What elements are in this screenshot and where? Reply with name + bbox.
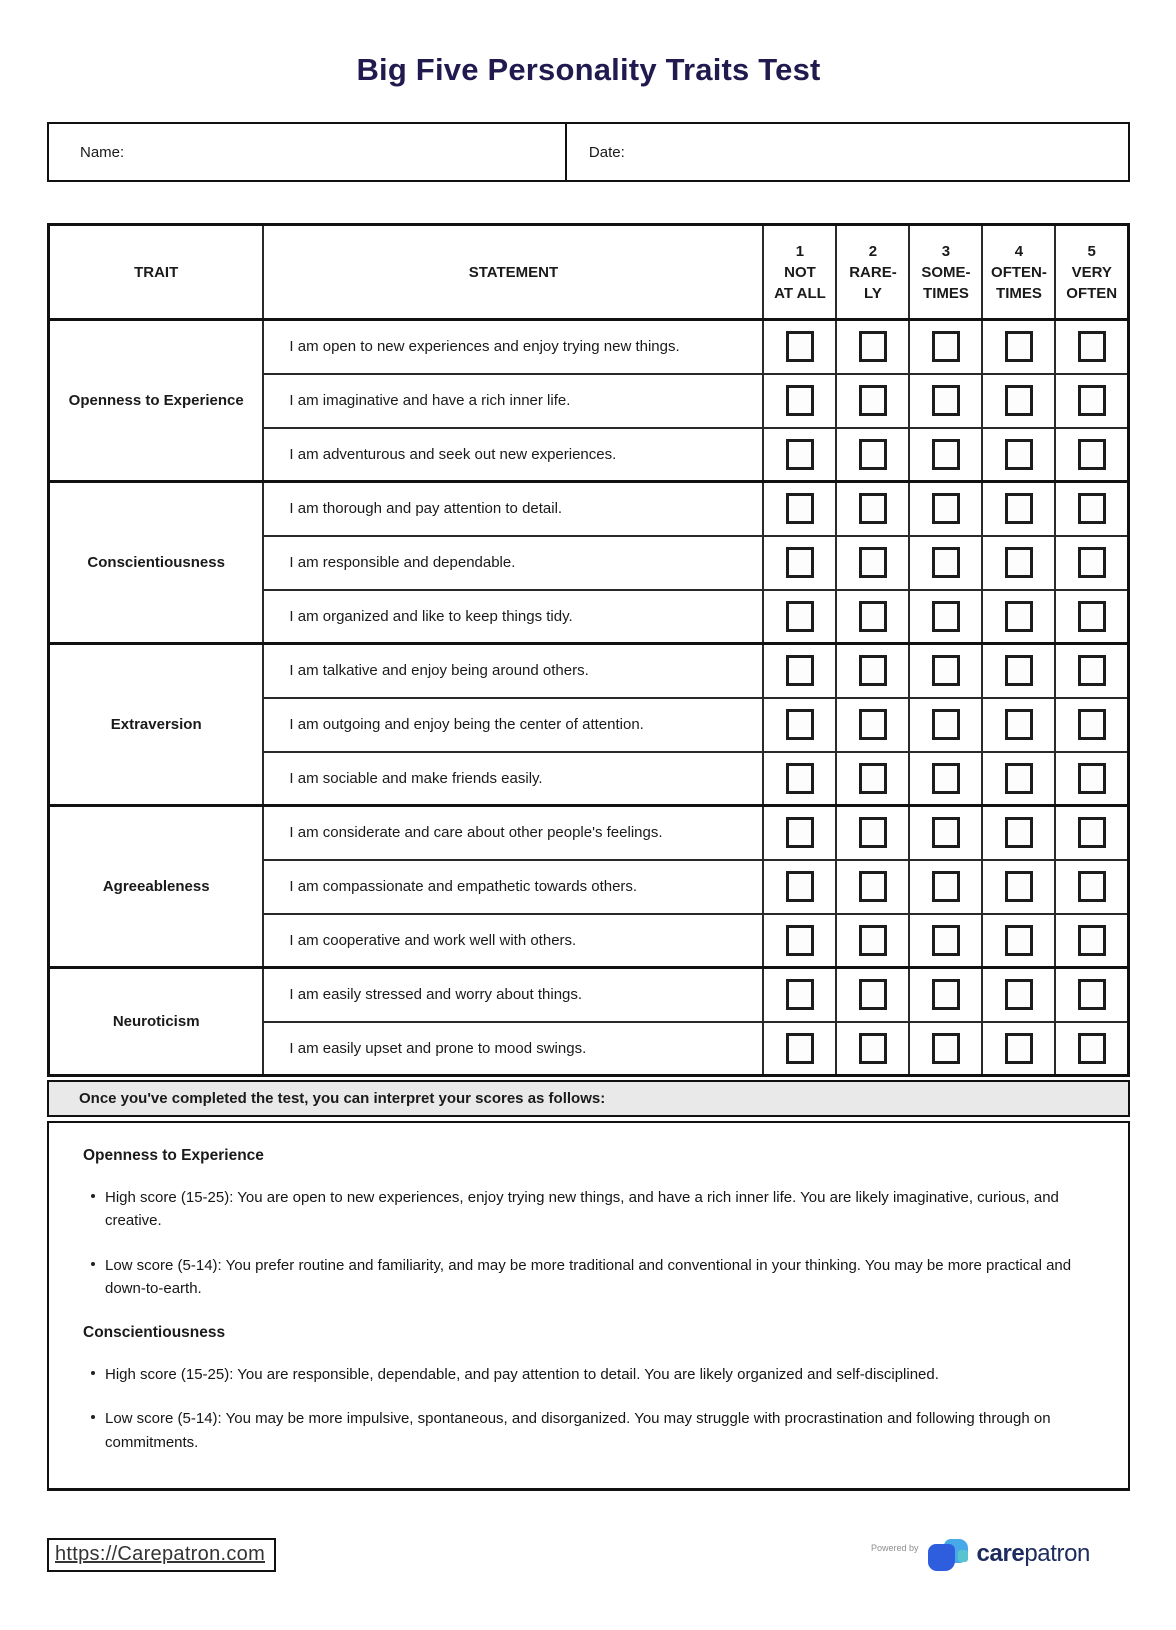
rating-cell: [763, 428, 836, 482]
rating-cell: [982, 698, 1055, 752]
carepatron-logo-text: carepatron: [976, 1539, 1090, 1567]
rating-checkbox[interactable]: [1005, 385, 1033, 416]
page-title: Big Five Personality Traits Test: [356, 52, 821, 87]
table-row: [49, 320, 1129, 374]
statement-text: I am responsible and dependable.: [263, 536, 763, 590]
statement-text: I am considerate and care about other people's feelings.: [263, 806, 763, 860]
rating-checkbox[interactable]: [1005, 547, 1033, 578]
rating-checkbox[interactable]: [1005, 817, 1033, 848]
rating-checkbox[interactable]: [932, 493, 960, 524]
rating-checkbox[interactable]: [1005, 763, 1033, 794]
rating-cell: [836, 860, 909, 914]
statement-text: I am cooperative and work well with others.: [263, 914, 763, 968]
rating-cell: [763, 590, 836, 644]
rating-checkbox[interactable]: [932, 709, 960, 740]
rating-cell: [1055, 374, 1128, 428]
rating-cell: [982, 644, 1055, 698]
rating-checkbox[interactable]: [859, 547, 887, 578]
rating-cell: [1055, 752, 1128, 806]
rating-checkbox[interactable]: [1078, 547, 1106, 578]
rating-column-header-2: 2 RARE- LY: [836, 225, 909, 320]
rating-cell: [1055, 1022, 1128, 1076]
statement-text: I am talkative and enjoy being around others.: [263, 644, 763, 698]
rating-cell: [982, 1022, 1055, 1076]
statement-column-header: STATEMENT: [263, 225, 763, 320]
rating-cell: [763, 914, 836, 968]
statement-text: I am compassionate and empathetic towards others.: [263, 860, 763, 914]
interpretation-box: [47, 1121, 1130, 1491]
rating-cell: [982, 428, 1055, 482]
rating-checkbox[interactable]: [859, 385, 887, 416]
rating-checkbox[interactable]: [932, 871, 960, 902]
rating-checkbox[interactable]: [859, 331, 887, 362]
rating-cell: [982, 590, 1055, 644]
rating-cell: [763, 482, 836, 536]
rating-cell: [763, 752, 836, 806]
list-item: Low score (5-14): You may be more impulsive, spontaneous, and disorganized. You may struggle with procrastination and following through on commitments.: [83, 1407, 1088, 1454]
rating-checkbox[interactable]: [1005, 439, 1033, 470]
rating-checkbox[interactable]: [932, 1033, 960, 1064]
rating-checkbox[interactable]: [786, 331, 814, 362]
rating-cell: [836, 536, 909, 590]
rating-cell: [763, 374, 836, 428]
interp-heading-openness: Openness to Experience: [83, 1147, 264, 1164]
rating-cell: [909, 968, 982, 1022]
rating-checkbox[interactable]: [932, 439, 960, 470]
rating-checkbox[interactable]: [859, 709, 887, 740]
rating-checkbox[interactable]: [859, 979, 887, 1010]
trait-label-agreeableness: Agreeableness: [49, 806, 264, 968]
rating-cell: [836, 1022, 909, 1076]
rating-cell: [1055, 644, 1128, 698]
rating-checkbox[interactable]: [859, 817, 887, 848]
rating-cell: [982, 806, 1055, 860]
rating-cell: [909, 374, 982, 428]
table-row: [49, 644, 1129, 698]
rating-table: [47, 223, 1130, 1077]
rating-cell: [1055, 860, 1128, 914]
carepatron-logo-icon: [928, 1538, 970, 1572]
rating-cell: [982, 752, 1055, 806]
statement-text: I am outgoing and enjoy being the center of attention.: [263, 698, 763, 752]
rating-cell: [909, 860, 982, 914]
rating-checkbox[interactable]: [932, 547, 960, 578]
rating-column-header-3: 3 SOME- TIMES: [909, 225, 982, 320]
rating-checkbox[interactable]: [786, 385, 814, 416]
rating-checkbox[interactable]: [932, 385, 960, 416]
rating-cell: [909, 698, 982, 752]
list-item: Low score (5-14): You prefer routine and familiarity, and may be more traditional and conventional in your thinking. You may be more practical and down-to-earth.: [83, 1254, 1088, 1301]
rating-cell: [1055, 698, 1128, 752]
table-row: [49, 968, 1129, 1022]
rating-checkbox[interactable]: [1005, 493, 1033, 524]
rating-checkbox[interactable]: [786, 547, 814, 578]
rating-cell: [1055, 914, 1128, 968]
carepatron-link[interactable]: https://Carepatron.com: [47, 1538, 276, 1572]
powered-by-label: Powered by: [871, 1542, 919, 1553]
rating-checkbox[interactable]: [1005, 871, 1033, 902]
rating-cell: [763, 860, 836, 914]
rating-checkbox[interactable]: [1078, 763, 1106, 794]
rating-column-header-1: 1 NOT AT ALL: [763, 225, 836, 320]
rating-cell: [982, 914, 1055, 968]
rating-cell: [763, 644, 836, 698]
rating-checkbox[interactable]: [1078, 871, 1106, 902]
rating-checkbox[interactable]: [859, 763, 887, 794]
rating-checkbox[interactable]: [1005, 331, 1033, 362]
table-row: [49, 482, 1129, 536]
rating-checkbox[interactable]: [1078, 817, 1106, 848]
rating-cell: [909, 320, 982, 374]
powered-by-block: [871, 1538, 1090, 1572]
rating-checkbox[interactable]: [932, 979, 960, 1010]
list-item: High score (15-25): You are open to new experiences, enjoy trying new things, and have a rich inner life. You are likely imaginative, curious, and creative.: [83, 1186, 1088, 1233]
rating-checkbox[interactable]: [786, 601, 814, 632]
rating-checkbox[interactable]: [1005, 709, 1033, 740]
interpretation-banner-text: Once you've completed the test, you can interpret your scores as follows:: [79, 1090, 606, 1107]
bullet-icon: [91, 1415, 95, 1419]
rating-cell: [909, 1022, 982, 1076]
rating-checkbox[interactable]: [786, 439, 814, 470]
rating-checkbox[interactable]: [1005, 979, 1033, 1010]
rating-checkbox[interactable]: [786, 979, 814, 1010]
rating-cell: [909, 428, 982, 482]
rating-checkbox[interactable]: [859, 925, 887, 956]
rating-checkbox[interactable]: [859, 493, 887, 524]
statement-text: I am sociable and make friends easily.: [263, 752, 763, 806]
rating-checkbox[interactable]: [1078, 709, 1106, 740]
rating-cell: [1055, 320, 1128, 374]
rating-cell: [982, 968, 1055, 1022]
rating-checkbox[interactable]: [859, 439, 887, 470]
rating-checkbox[interactable]: [932, 331, 960, 362]
rating-cell: [836, 428, 909, 482]
rating-cell: [763, 806, 836, 860]
rating-checkbox[interactable]: [1078, 331, 1106, 362]
rating-cell: [909, 536, 982, 590]
rating-checkbox[interactable]: [786, 763, 814, 794]
rating-checkbox[interactable]: [786, 925, 814, 956]
rating-checkbox[interactable]: [1078, 979, 1106, 1010]
rating-checkbox[interactable]: [859, 601, 887, 632]
rating-checkbox[interactable]: [1005, 925, 1033, 956]
rating-cell: [982, 482, 1055, 536]
rating-cell: [763, 536, 836, 590]
interpretation-banner: [47, 1080, 1130, 1117]
rating-cell: [836, 320, 909, 374]
statement-text: I am organized and like to keep things tidy.: [263, 590, 763, 644]
statement-text: I am adventurous and seek out new experiences.: [263, 428, 763, 482]
trait-label-neuroticism: Neuroticism: [49, 968, 264, 1076]
trait-label-extraversion: Extraversion: [49, 644, 264, 806]
rating-checkbox[interactable]: [786, 817, 814, 848]
table-row: [49, 806, 1129, 860]
bullet-icon: [91, 1371, 95, 1375]
rating-checkbox[interactable]: [932, 925, 960, 956]
name-label: Name:: [80, 143, 125, 161]
rating-cell: [1055, 806, 1128, 860]
footer: [47, 1538, 1130, 1572]
rating-checkbox[interactable]: [786, 493, 814, 524]
rating-checkbox[interactable]: [932, 601, 960, 632]
date-field[interactable]: [567, 124, 1128, 180]
rating-checkbox[interactable]: [1005, 601, 1033, 632]
rating-cell: [763, 968, 836, 1022]
rating-checkbox[interactable]: [1078, 493, 1106, 524]
rating-cell: [836, 914, 909, 968]
rating-cell: [763, 698, 836, 752]
rating-checkbox[interactable]: [1005, 655, 1033, 686]
rating-cell: [1055, 536, 1128, 590]
rating-checkbox[interactable]: [932, 763, 960, 794]
rating-cell: [909, 752, 982, 806]
interp-heading-conscientiousness: Conscientiousness: [83, 1324, 226, 1341]
rating-cell: [836, 752, 909, 806]
rating-cell: [982, 374, 1055, 428]
rating-cell: [836, 698, 909, 752]
statement-text: I am easily stressed and worry about things.: [263, 968, 763, 1022]
rating-checkbox[interactable]: [1005, 1033, 1033, 1064]
trait-label-conscientiousness: Conscientiousness: [49, 482, 264, 644]
rating-checkbox[interactable]: [932, 655, 960, 686]
rating-cell: [836, 806, 909, 860]
rating-cell: [836, 374, 909, 428]
rating-column-header-5: 5 VERY OFTEN: [1055, 225, 1128, 320]
rating-cell: [1055, 482, 1128, 536]
rating-cell: [836, 590, 909, 644]
name-date-box: [47, 122, 1130, 182]
rating-checkbox[interactable]: [786, 709, 814, 740]
rating-checkbox[interactable]: [786, 655, 814, 686]
trait-label-openness: Openness to Experience: [49, 320, 264, 482]
rating-checkbox[interactable]: [1078, 1033, 1106, 1064]
statement-text: I am open to new experiences and enjoy trying new things.: [263, 320, 763, 374]
rating-cell: [909, 644, 982, 698]
bullet-icon: [91, 1262, 95, 1266]
rating-checkbox[interactable]: [1078, 601, 1106, 632]
rating-checkbox[interactable]: [859, 1033, 887, 1064]
statement-text: I am thorough and pay attention to detail.: [263, 482, 763, 536]
trait-column-header: TRAIT: [49, 225, 264, 320]
rating-checkbox[interactable]: [1078, 655, 1106, 686]
rating-checkbox[interactable]: [1078, 385, 1106, 416]
list-item: High score (15-25): You are responsible, dependable, and pay attention to detail. You are likely organized and self-disciplined.: [83, 1363, 1088, 1386]
rating-checkbox[interactable]: [786, 871, 814, 902]
bullet-icon: [91, 1194, 95, 1198]
rating-cell: [982, 536, 1055, 590]
rating-cell: [909, 590, 982, 644]
rating-checkbox[interactable]: [932, 817, 960, 848]
rating-cell: [836, 968, 909, 1022]
rating-cell: [1055, 968, 1128, 1022]
rating-cell: [909, 482, 982, 536]
rating-checkbox[interactable]: [859, 871, 887, 902]
rating-cell: [982, 860, 1055, 914]
rating-checkbox[interactable]: [1078, 925, 1106, 956]
date-label: Date:: [588, 143, 625, 161]
rating-checkbox[interactable]: [786, 1033, 814, 1064]
rating-cell: [909, 806, 982, 860]
rating-cell: [836, 644, 909, 698]
rating-cell: [982, 320, 1055, 374]
rating-cell: [1055, 428, 1128, 482]
rating-checkbox[interactable]: [1078, 439, 1106, 470]
rating-checkbox[interactable]: [859, 655, 887, 686]
rating-cell: [836, 482, 909, 536]
statement-text: I am imaginative and have a rich inner life.: [263, 374, 763, 428]
rating-column-header-4: 4 OFTEN- TIMES: [982, 225, 1055, 320]
name-field[interactable]: [49, 124, 567, 180]
statement-text: I am easily upset and prone to mood swings.: [263, 1022, 763, 1076]
rating-cell: [763, 320, 836, 374]
rating-cell: [1055, 590, 1128, 644]
table-header-row: [49, 225, 1129, 320]
rating-cell: [763, 1022, 836, 1076]
rating-cell: [909, 914, 982, 968]
